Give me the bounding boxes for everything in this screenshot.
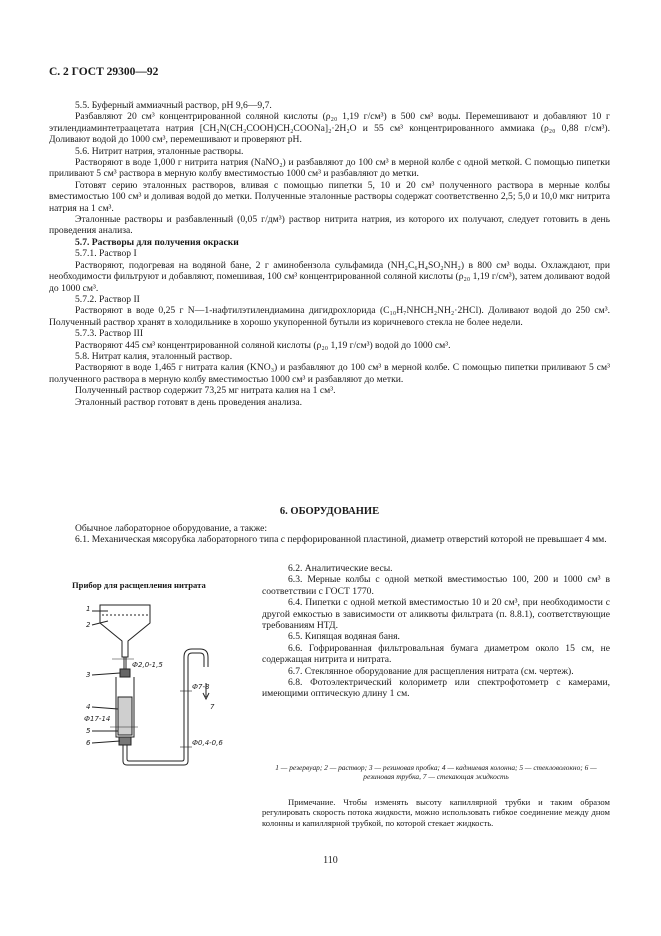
para-5-7-1-title: 5.7.1. Раствор I: [75, 248, 137, 260]
figure-legend: 1 — резервуар; 2 — раствор; 3 — резиновая пробка; 4 — кадмиевая колонна; 5 — стекловолокно; 6 — резиновая трубка, 7 — стекающая жидкость: [275, 763, 597, 781]
para-5-7-title: 5.7. Растворы для получения окраски: [75, 236, 239, 248]
item-6-3: 6.3. Мерные колбы с одной меткой вместимостью 100, 200 и 1000 см³ в соответствии с ГОСТ 1770.: [262, 574, 610, 597]
page-number: 110: [323, 855, 338, 866]
callout-4: 4: [86, 703, 91, 711]
item-6-5: 6.5. Кипящая водяная баня.: [288, 631, 400, 643]
para-5-7-3-text: Растворяют 445 см³ концентрированной соляной кислоты (ρ₂₀ 1,19 г/см³) водой до 1000 см³.: [75, 339, 451, 351]
item-6-2: 6.2. Аналитические весы.: [288, 563, 393, 574]
para-5-7-2-text: Растворяют в воде 0,25 г N—1-нафтилэтилендиамина дигидрохлорида (C₁₀H₇NHCH₂NH₂·2HCl). Доливают водой до 250 см³. Полученный раствор хранят в холодильнике в хорошо укупоренной бутыли из коричневого стекла не более недели.: [49, 305, 610, 328]
para-5-6-p2: Готовят серию эталонных растворов, вливая с помощью пипетки 5, 10 и 20 см³ полученного раствора в мерные колбы вместимостью 100 см³ и доливая водой до метки. Полученные эталонные растворы содержат соответственно 2,5; 5,0 и 10,0 мкг нитрита натрия на 1 см³.: [49, 179, 610, 214]
callout-5: 5: [86, 727, 91, 735]
para-5-7-1-text: Растворяют, подогревая на водяной бане, 2 г аминобензола сульфамида (NH₂C₆H₄SO₂NH₂) в 800 см³ воды. Охлаждают, при необходимости фильтруют и добавляют, помешивая, 100 см³ концентрированной соляной кислоты (ρ₂₀ 1,19 г/см³), затем доливают водой до 1000 см³.: [49, 259, 610, 294]
para-5-5-title: 5.5. Буферный аммиачный раствор, рН 9,6—9,7.: [75, 100, 272, 111]
dimension-column: Ф17-14: [84, 715, 111, 723]
note-text: Примечание. Чтобы изменять высоту капиллярной трубки и таким образом регулировать скорость потока жидкости, можно использовать гибкое соединение между дном колонны и капиллярной трубкой, по которой стекает жидкость.: [262, 797, 610, 828]
item-6-8: 6.8. Фотоэлектрический колориметр или спектрофотометр с камерами, имеющими оптическую длину 1 см.: [262, 677, 610, 700]
cadmium-column-fill: [118, 697, 132, 735]
para-5-5-text: Разбавляют 20 см³ концентрированной соляной кислоты (ρ₂₀ 1,19 г/см³) в 500 см³ воды. Перемешивают и добавляют 10 г этилендиаминтетраацетата натрия [CH₂N(CH₂COOH)CH₂COONa]₂·2H₂O и 55 см³ концентрированного аммиака (ρ₂₀ 0,88 г/см³). Доливают водой до 1000 см³, перемешивают и проверяют рН.: [49, 111, 610, 146]
equipment-list: [262, 563, 610, 700]
callout-7: 7: [210, 703, 215, 711]
section-6-intro: [49, 523, 610, 546]
para-5-7-3-title: 5.7.3. Раствор III: [75, 328, 144, 340]
para-5-8-title: 5.8. Нитрат калия, эталонный раствор.: [75, 350, 233, 362]
item-6-1: 6.1. Механическая мясорубка лабораторного типа с перфорированной пластиной, диаметр отверстий которой не превышает 4 мм.: [75, 534, 607, 546]
section-6-intro-text: Обычное лабораторное оборудование, а также:: [75, 523, 267, 534]
item-6-7: 6.7. Стеклянное оборудование для расщепления нитрата (см. чертеж).: [288, 665, 574, 677]
para-5-6-title: 5.6. Нитрит натрия, эталонные растворы.: [75, 145, 244, 157]
callout-1: 1: [86, 605, 91, 613]
item-6-4: 6.4. Пипетки с одной меткой вместимостью 10 и 20 см³, при необходимости с другой емкостью в зависимости от аликвоты фильтрата (п. 8.8.1), соответствующие требованиям НТД.: [262, 597, 610, 632]
dimension-bottom: Ф0,4-0,6: [192, 739, 223, 747]
page-header: С. 2 ГОСТ 29300—92: [49, 66, 159, 78]
para-5-8-p1: Растворяют в воде 1,465 г нитрата калия (KNO₃) и разбавляют до 100 см³ в мерной колбе. С помощью пипетки приливают 5 см³ полученного раствора в мерную колбу вместимостью 1000 см³ и разбавляют до метки.: [49, 362, 610, 385]
reservoir-shape: [100, 605, 150, 657]
nitrate-apparatus-drawing: [82, 597, 232, 769]
section-5-text: [49, 100, 610, 408]
para-5-8-p3: Эталонный раствор готовят в день проведения анализа.: [75, 396, 303, 408]
callout-3: 3: [86, 671, 91, 679]
callout-6: 6: [86, 739, 91, 747]
section-6-heading: 6. ОБОРУДОВАНИЕ: [279, 506, 380, 517]
para-5-7-2-title: 5.7.2. Раствор II: [75, 293, 140, 305]
para-5-6-p1: Растворяют в воде 1,000 г нитрита натрия (NaNO₂) и разбавляют до 100 см³ в мерной колбе с одной меткой. С помощью пипетки приливают 5 см³ раствора в мерную колбу вместимостью 1000 см³ и разбавляют до метки.: [49, 157, 610, 180]
callout-2: 2: [86, 621, 91, 629]
item-6-6: 6.6. Гофрированная фильтровальная бумага диаметром около 15 см, не содержащая нитрита и нитрата.: [262, 642, 610, 666]
para-5-8-p2: Полученный раствор содержит 73,25 мг нитрата калия на 1 см³.: [75, 385, 336, 397]
dimension-right: Ф7-8: [192, 683, 210, 691]
para-5-6-p3: Эталонные растворы и разбавленный (0,05 г/дм³) раствор нитрита натрия, из которого их получают, следует готовить в день проведения анализа.: [49, 214, 610, 237]
dimension-top: Ф2,0-1,5: [132, 661, 163, 669]
figure-title: Прибор для расщепления нитрата: [72, 580, 206, 590]
